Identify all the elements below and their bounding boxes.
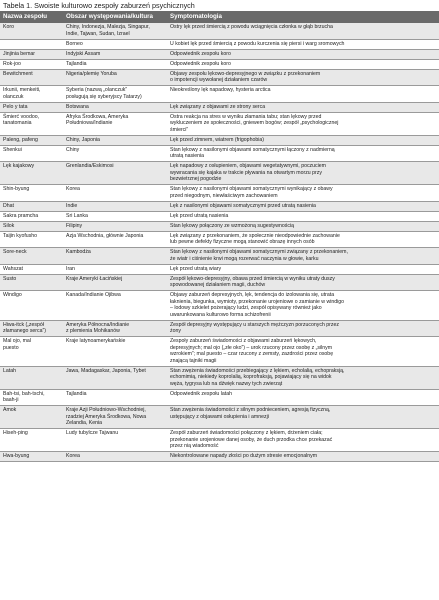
table-row <box>0 59 439 69</box>
region-line: Ludy tubylcze Tajwanu <box>66 430 119 436</box>
symptoms-line: Objawy zespołu lękowo-depresyjnego w związku z przekonaniem <box>170 70 321 77</box>
region-line: posługują się syberyjscy Tatarzy) <box>66 93 142 100</box>
syndrome-name-line: Amok <box>3 407 17 413</box>
symptoms-cell <box>167 23 439 39</box>
syndrome-name-cell <box>0 69 63 86</box>
table-row <box>0 69 439 86</box>
region-cell <box>63 145 167 162</box>
symptoms-line: Odpowiednik zespołu koro <box>170 60 231 67</box>
syndrome-name-cell <box>0 23 63 39</box>
syndrome-name-cell <box>0 39 63 49</box>
symptoms-line: przekonanie urojeniowe danej osoby, że duch przodka chce przekazać <box>170 436 333 443</box>
syndrome-name-cell <box>0 211 63 221</box>
symptoms-line: Lęk napadowy z osłupieniem, objawami wegetatywnymi, poczuciem <box>170 163 326 169</box>
syndrome-name-cell <box>0 102 63 112</box>
region-cell <box>63 366 167 389</box>
syndrome-name-line: Bah-tsi, bah-tschi, <box>3 390 45 397</box>
symptoms-line: o impotencji wywołanej działaniem czarów <box>170 77 268 83</box>
symptoms-line: uwarunkowana kulturowo forma schizofrenii <box>170 311 271 318</box>
symptoms-line: Ostra reakcja na stres w wyniku złamania tabu; stan lękowy przed <box>170 113 322 120</box>
symptoms-line: Stan lękowy z nasilonymi objawami somatycznymi łączony z nadmierną <box>170 146 335 153</box>
region-line: Azja Wschodnia, głównie Japonia <box>66 232 144 239</box>
symptoms-line: Nieokreślony lęk napadowy, hysteria arctica <box>170 87 271 93</box>
table-row <box>0 49 439 59</box>
syndrome-name-line: Mal ojo, mal <box>3 338 31 344</box>
syndrome-name-cell <box>0 201 63 211</box>
symptoms-line: echomimią, niekiedy koprolalią, koprofraksją, pojawiający się na widok <box>170 374 332 380</box>
table-row <box>0 231 439 248</box>
symptoms-line: Lęk przed zimnem, wiatrem (frigophobia) <box>170 136 264 143</box>
region-line: Tajlandia <box>66 60 87 67</box>
region-line: Południowa/Indianie <box>66 120 113 126</box>
syndrome-name-cell <box>0 337 63 367</box>
symptoms-line: Zespół depresyjny występujący u starszych mężczyzn porzuconych przez <box>170 321 339 328</box>
syndrome-name-cell <box>0 291 63 321</box>
table-row <box>0 135 439 145</box>
symptoms-cell <box>167 39 439 49</box>
syndrome-name-line: Sakra pramcha <box>3 212 39 219</box>
syndrome-name-cell <box>0 429 63 452</box>
region-line: Filipiny <box>66 222 83 229</box>
region-line: Tajlandia <box>66 390 87 397</box>
syndrome-name-line: Dhat <box>3 202 14 209</box>
symptoms-line: depresyjnych; mal ojo („złe oko”) – urok rzucony przez osobę z „silnym <box>170 344 333 351</box>
syndrome-name-cell <box>0 452 63 462</box>
symptoms-cell <box>167 221 439 231</box>
table-row <box>0 211 439 221</box>
table-row <box>0 264 439 274</box>
syndrome-name-cell <box>0 320 63 337</box>
symptoms-line: U kobiet lęk przed śmiercią z powodu kurczenia się piersi i warg sromowych <box>170 40 345 47</box>
region-line: Indie, Tajwan, Sudan, Izrael <box>66 30 130 37</box>
syndrome-name-line: Hwa-byung <box>3 453 30 459</box>
syndrome-name-line: Hiseh-ping <box>3 430 28 436</box>
syndrome-name-cell <box>0 264 63 274</box>
culture-bound-syndromes-table <box>0 11 439 462</box>
region-cell <box>63 162 167 185</box>
region-cell <box>63 69 167 86</box>
table-row <box>0 39 439 49</box>
region-line: Iran <box>66 265 75 272</box>
symptoms-cell <box>167 320 439 337</box>
symptoms-line: Lęk związany z objawami ze strony serca <box>170 103 266 110</box>
symptoms-cell <box>167 248 439 265</box>
region-cell <box>63 102 167 112</box>
symptoms-cell <box>167 102 439 112</box>
syndrome-name-line: Shenkui <box>3 146 22 153</box>
region-line: Borneo <box>66 40 83 47</box>
syndrome-name-line: Silok <box>3 222 15 229</box>
region-cell <box>63 39 167 49</box>
region-line: Korea <box>66 453 80 459</box>
table-row <box>0 248 439 265</box>
symptoms-line: Zespoły zaburzeń świadomości z objawami zaburzeń lękowych, <box>170 338 317 344</box>
symptoms-line: że wiatr i ciśnienie krwi mogą rozerwać naczynia w głowie, karku <box>170 255 319 262</box>
symptoms-cell <box>167 49 439 59</box>
table-row <box>0 274 439 291</box>
table-row <box>0 23 439 39</box>
region-line: Indyjski Assam <box>66 50 101 57</box>
region-line: Sri Lanka <box>66 212 88 219</box>
symptoms-cell <box>167 112 439 135</box>
symptoms-cell <box>167 406 439 429</box>
region-cell <box>63 23 167 39</box>
symptoms-line: Stan zwężenia świadomości przebiegający z lękiem, echolalią, echopraksją, <box>170 367 345 374</box>
syndrome-name-cell <box>0 59 63 69</box>
symptoms-line: żony <box>170 328 181 334</box>
syndrome-name-line: olanczuk <box>3 93 24 100</box>
symptoms-cell <box>167 264 439 274</box>
syndrome-name-line: Pelo y tata <box>3 103 28 110</box>
symptoms-line: Lęk związany z przekonaniem, że społecznie nieodpowiednie zachowanie <box>170 232 340 239</box>
symptoms-cell <box>167 185 439 202</box>
syndrome-name-cell <box>0 274 63 291</box>
region-cell <box>63 221 167 231</box>
syndrome-name-line: Jinjinia bemar <box>3 50 36 57</box>
region-cell <box>63 274 167 291</box>
syndrome-name-line: Susto <box>3 275 17 282</box>
region-line: Kraje latynoamerykańskie <box>66 338 126 344</box>
region-cell <box>63 201 167 211</box>
region-cell <box>63 86 167 103</box>
symptoms-line: Zespół lękowo-depresyjny, obawa przed śmiercią w wyniku utraty duszy <box>170 275 335 282</box>
syndrome-name-cell <box>0 49 63 59</box>
region-cell <box>63 264 167 274</box>
symptoms-cell <box>167 135 439 145</box>
syndrome-name-line: Rok-joo <box>3 60 21 67</box>
syndrome-name-line: Wahszat <box>3 265 23 272</box>
region-cell <box>63 406 167 429</box>
syndrome-name-cell <box>0 221 63 231</box>
symptoms-cell <box>167 69 439 86</box>
region-line: rzadziej Ameryka Środkowa, Nowa <box>66 413 147 420</box>
table-body <box>0 23 439 462</box>
syndrome-name-line: Irkunii, menkeiti, <box>3 87 41 93</box>
region-cell <box>63 389 167 406</box>
region-cell <box>63 429 167 452</box>
syndrome-name-cell <box>0 135 63 145</box>
header-symptomatology: Symptomatologia <box>167 11 439 23</box>
symptoms-line: Objawy zaburzeń depresyjnych, lęk, tendencja do izolowania się, utrata <box>170 292 335 298</box>
symptoms-line: ustępujący z objawami osłupienia i amnezji <box>170 413 269 420</box>
symptoms-line: Stan zwężenia świadomości z silnym podnieceniem, agresją fizyczną, <box>170 407 331 413</box>
region-cell <box>63 452 167 462</box>
syndrome-name-cell <box>0 86 63 103</box>
syndrome-name-line: Windigo <box>3 292 22 298</box>
syndrome-name-line: Hiwa-itck („zespół <box>3 321 44 328</box>
table-row <box>0 86 439 103</box>
symptoms-line: spowodowanej działaniem magii, duchów <box>170 282 266 288</box>
syndrome-name-line: puesto <box>3 344 19 351</box>
symptoms-line: wzrokiem”; mal puesto – czar rzucony z zemsty, zazdrości przez osobę <box>170 351 334 357</box>
syndrome-name-cell <box>0 366 63 389</box>
syndrome-name-line: Latah <box>3 367 16 374</box>
region-cell <box>63 248 167 265</box>
region-line: Syberia (nazwą „olanczuk” <box>66 87 128 93</box>
syndrome-name-line: Bewitchment <box>3 70 33 77</box>
symptoms-line: utratą nasienia <box>170 153 205 159</box>
region-line: Kambodża <box>66 249 91 255</box>
syndrome-name-line: Paleng, pafeng <box>3 136 38 143</box>
symptoms-cell <box>167 59 439 69</box>
region-line: Kanada/Indianie Ojibwa <box>66 292 121 298</box>
syndrome-name-cell <box>0 231 63 248</box>
symptoms-line: wywracania się kajaka w trakcie pływania na otwartym morzu przy <box>170 169 322 176</box>
symptoms-cell <box>167 389 439 406</box>
symptoms-line: Stan lękowy połączony ze wzmożoną sugestywnością <box>170 222 294 229</box>
region-cell <box>63 320 167 337</box>
table-row <box>0 366 439 389</box>
symptoms-line: śmierci” <box>170 126 189 133</box>
region-line: Chiny <box>66 146 80 153</box>
symptoms-line: Stan lękowy z nasilonymi objawami somatycznymi związany z przekonaniem, <box>170 249 348 255</box>
symptoms-cell <box>167 211 439 221</box>
symptoms-line: Stan lękowy z nasilonymi objawami somatycznymi wynikający z obawy <box>170 186 333 192</box>
region-line: Grenlandia/Eskimosi <box>66 163 114 169</box>
table-header <box>0 11 439 23</box>
symptoms-cell <box>167 337 439 367</box>
symptoms-line: Lęk z nasilonymi objawami somatycznymi przed utratą nasienia <box>170 202 316 209</box>
symptoms-line: przed niegodnym, niewłaściwym zachowaniem <box>170 192 278 199</box>
region-cell <box>63 59 167 69</box>
symptoms-line: – lodowy szkielet pożerający ludzi, zespół opisywany również jako <box>170 305 322 311</box>
table-row <box>0 145 439 162</box>
symptoms-cell <box>167 145 439 162</box>
table-row <box>0 452 439 462</box>
region-line: Nigeria/plemię Yoruba <box>66 70 117 77</box>
syndrome-name-line: Sore-neck <box>3 249 27 255</box>
syndrome-name-line: Taijin kyofusho <box>3 232 38 239</box>
table-row <box>0 320 439 337</box>
region-cell <box>63 112 167 135</box>
symptoms-line: lub pewne defekty fizyczne mogą stanowić obrazę innych osób <box>170 239 315 245</box>
symptoms-cell <box>167 231 439 248</box>
region-line: Indie <box>66 202 78 209</box>
symptoms-line: Lęk przed utratą nasienia <box>170 212 229 219</box>
syndrome-name-cell <box>0 112 63 135</box>
symptoms-cell <box>167 86 439 103</box>
symptoms-line: Zespół zaburzeń świadomości połączony z lękiem, drżeniem ciała; <box>170 430 323 436</box>
symptoms-line: bezwietrznej pogodzie <box>170 176 222 182</box>
table-row <box>0 112 439 135</box>
table-row <box>0 406 439 429</box>
region-cell <box>63 231 167 248</box>
symptoms-cell <box>167 291 439 321</box>
region-cell <box>63 135 167 145</box>
region-line: Kraje Azji Południowo-Wschodniej, <box>66 407 146 413</box>
table-row <box>0 102 439 112</box>
symptoms-line: Odpowiednik zespołu koro <box>170 50 231 57</box>
table-row <box>0 185 439 202</box>
syndrome-name-line: tanatomania <box>3 120 32 126</box>
symptoms-line: przez nią wiadomość <box>170 443 219 449</box>
region-line: Zelandia, Kenia <box>66 420 103 426</box>
symptoms-line: znającą tajniki magii <box>170 357 217 364</box>
region-cell <box>63 185 167 202</box>
region-line: Botswana <box>66 103 89 110</box>
symptoms-line: łaknienia, biegunka, wymioty, przekonanie urojeniowe o zamianie w windigo <box>170 298 345 305</box>
table-caption: Tabela 1. Swoiste kulturowo zespoły zaburzeń psychicznych <box>3 1 195 10</box>
table-row <box>0 389 439 406</box>
symptoms-cell <box>167 452 439 462</box>
symptoms-cell <box>167 162 439 185</box>
syndrome-name-cell <box>0 248 63 265</box>
region-line: Chiny, Indonezja, Malezja, Singapur, <box>66 24 150 30</box>
syndrome-name-cell <box>0 145 63 162</box>
table-row <box>0 429 439 452</box>
region-line: Jawa, Madagaskar, Japonia, Tybet <box>66 367 146 374</box>
header-region-culture: Obszar występowania/kultura <box>63 11 167 23</box>
symptoms-line: Niekontrolowane napady złości po dużym stresie emocjonalnym <box>170 453 318 459</box>
syndrome-name-cell <box>0 389 63 406</box>
syndrome-name-line: Śmierć voodoo, <box>3 113 40 120</box>
symptoms-line: wykluczeniem ze społeczności, gniewem bogów; zespół „psychologicznej <box>170 120 339 126</box>
table-row <box>0 201 439 211</box>
syndrome-name-line: baah-ji <box>3 397 19 403</box>
symptoms-line: Ostry lęk przed śmiercią z powodu wciągnięcia członka w głąb brzucha <box>170 24 333 30</box>
table-row <box>0 337 439 367</box>
syndrome-name-line: Lęk kajakowy <box>3 163 35 169</box>
region-line: z plemienia Mohikanów <box>66 328 120 334</box>
header-syndrome-name: Nazwa zespołu <box>0 11 63 23</box>
symptoms-line: Lęk przed utratą wiary <box>170 265 222 272</box>
table-row <box>0 221 439 231</box>
region-cell <box>63 291 167 321</box>
region-cell <box>63 49 167 59</box>
region-line: Chiny, Japonia <box>66 136 100 143</box>
region-cell <box>63 211 167 221</box>
table-row <box>0 162 439 185</box>
region-line: Ameryka Północna/Indianie <box>66 321 130 328</box>
symptoms-line: węża, tygrysa lub na dźwięk nazwy tych zwierząt <box>170 380 283 387</box>
syndrome-name-line: Koro <box>3 24 14 30</box>
syndrome-name-line: złamanego serca”) <box>3 328 46 334</box>
symptoms-cell <box>167 201 439 211</box>
header-row <box>0 11 439 23</box>
symptoms-line: Odpowiednik zespołu latah <box>170 390 233 397</box>
region-line: Afryka Środkowa, Ameryka <box>66 113 129 120</box>
syndrome-name-cell <box>0 406 63 429</box>
symptoms-cell <box>167 429 439 452</box>
region-cell <box>63 337 167 367</box>
syndrome-name-cell <box>0 162 63 185</box>
table-row <box>0 291 439 321</box>
region-line: Kraje Ameryki Łacińskiej <box>66 275 123 282</box>
symptoms-cell <box>167 366 439 389</box>
symptoms-cell <box>167 274 439 291</box>
syndrome-name-line: Shin-byung <box>3 186 30 192</box>
syndrome-name-cell <box>0 185 63 202</box>
region-line: Korea <box>66 186 80 192</box>
